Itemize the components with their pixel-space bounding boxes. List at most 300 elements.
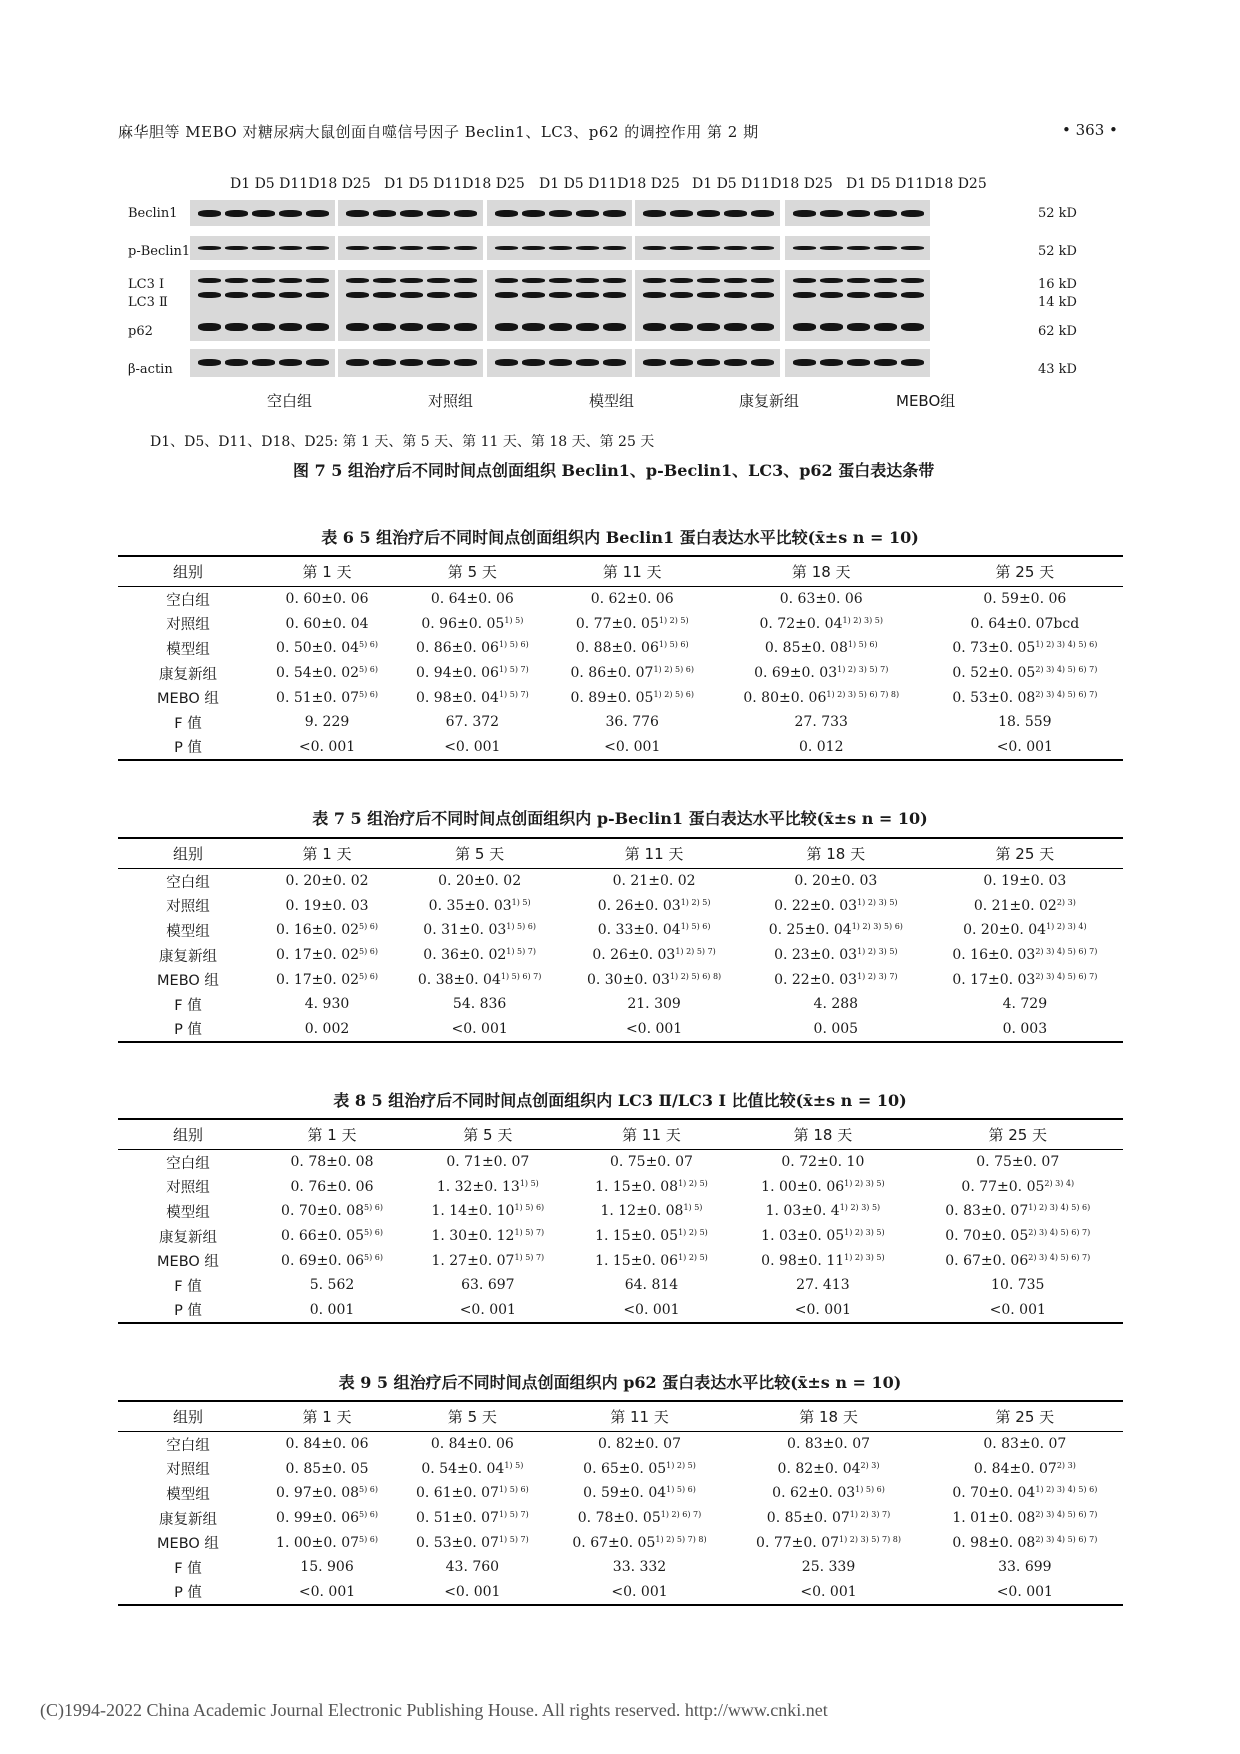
cell-value: 0. 83±0. 07 bbox=[983, 1436, 1067, 1453]
value-cell bbox=[745, 918, 927, 943]
blot-panel bbox=[785, 270, 930, 314]
cell-value: 0. 51±0. 07 bbox=[276, 689, 360, 706]
protein-band bbox=[454, 323, 477, 331]
protein-band bbox=[306, 292, 329, 298]
value-cell bbox=[396, 1506, 549, 1531]
value-cell bbox=[927, 869, 1123, 894]
group-cell bbox=[118, 992, 258, 1017]
cell-value: 0. 72±0. 10 bbox=[781, 1154, 865, 1171]
group-cell bbox=[118, 894, 258, 919]
value-cell bbox=[258, 1017, 396, 1043]
protein-band bbox=[495, 292, 518, 298]
value-cell bbox=[730, 1555, 926, 1580]
group-cell bbox=[118, 710, 258, 735]
significance-marker: 1) 5) 7) bbox=[498, 1510, 529, 1520]
significance-marker: 1) 5) 7) bbox=[498, 1534, 529, 1544]
value-cell bbox=[549, 735, 716, 761]
value-cell bbox=[570, 1298, 734, 1324]
protein-band bbox=[549, 323, 572, 331]
significance-marker: 2) 3) 4) 5) 6) 7) bbox=[1035, 947, 1098, 957]
value-cell bbox=[406, 1298, 570, 1324]
protein-band bbox=[198, 210, 221, 217]
cell-value: 0. 86±0. 06 bbox=[415, 640, 499, 657]
cell-value: 0. 72±0. 04 bbox=[759, 615, 843, 632]
value-cell bbox=[406, 1175, 570, 1200]
value-cell bbox=[913, 1199, 1123, 1224]
protein-band bbox=[495, 359, 518, 366]
value-cell bbox=[730, 1506, 926, 1531]
value-cell bbox=[927, 612, 1123, 637]
blot-panel bbox=[635, 200, 780, 226]
blot-panel bbox=[785, 313, 930, 341]
table-caption: 表 8 5 组治疗后不同时间点创面组织内 LC3 Ⅱ/LC3 Ⅰ 比值比较(x̄±s n = 10) bbox=[333, 1091, 907, 1110]
group-cell bbox=[118, 1175, 258, 1200]
table-row bbox=[118, 918, 1123, 943]
value-cell bbox=[258, 685, 396, 710]
protein-band bbox=[670, 278, 693, 283]
column-header: 组别 bbox=[118, 838, 258, 869]
copyright-footer: (C)1994-2022 China Academic Journal Electronic Publishing House. All rights reserved. http://www.cnki.net bbox=[40, 1700, 828, 1720]
value-cell bbox=[733, 1224, 912, 1249]
cell-value: P 值 bbox=[174, 1022, 202, 1039]
blot-panel bbox=[487, 270, 632, 314]
cell-value: 0. 84±0. 06 bbox=[285, 1436, 369, 1453]
column-header: 第 18 天 bbox=[745, 838, 927, 869]
cell-value: <0. 001 bbox=[800, 1583, 857, 1600]
value-cell bbox=[549, 587, 716, 612]
table-row bbox=[118, 1530, 1123, 1555]
protein-band bbox=[670, 292, 693, 298]
protein-band bbox=[549, 246, 572, 250]
cell-value: 27. 733 bbox=[794, 714, 848, 731]
cell-value: 0. 19±0. 03 bbox=[983, 873, 1067, 890]
significance-marker: 1) 2) 3) 4) 5) 6) bbox=[1035, 640, 1098, 650]
column-header: 第 1 天 bbox=[258, 556, 396, 587]
value-cell bbox=[716, 685, 927, 710]
cell-value: 0. 36±0. 02 bbox=[423, 947, 507, 964]
protein-band bbox=[400, 323, 423, 331]
cell-value: 0. 25±0. 04 bbox=[768, 922, 852, 939]
value-cell bbox=[258, 735, 396, 761]
cell-value: 0. 63±0. 06 bbox=[779, 591, 863, 608]
cell-value: 对照组 bbox=[166, 1462, 210, 1479]
protein-band bbox=[549, 278, 572, 283]
cell-value: 0. 35±0. 03 bbox=[428, 897, 512, 914]
group-cell bbox=[118, 1150, 258, 1175]
group-label: 空白组 bbox=[267, 392, 313, 410]
protein-band bbox=[847, 246, 870, 250]
protein-band bbox=[522, 210, 545, 217]
value-cell bbox=[396, 943, 563, 968]
table-row bbox=[118, 685, 1123, 710]
cell-value: 康复新组 bbox=[159, 1511, 217, 1528]
value-cell bbox=[396, 661, 549, 686]
cell-value: <0. 001 bbox=[444, 738, 501, 755]
page-number: • 363 • bbox=[1062, 121, 1118, 139]
value-cell bbox=[549, 1555, 731, 1580]
significance-marker: 1) 2) 5) bbox=[680, 897, 711, 907]
value-cell bbox=[396, 710, 549, 735]
value-cell bbox=[258, 1580, 396, 1606]
cell-value: 模型组 bbox=[166, 1204, 210, 1221]
cell-value: 对照组 bbox=[166, 1180, 210, 1197]
significance-marker: 2) 3) 4) 5) 6) 7) bbox=[1035, 665, 1098, 675]
protein-band bbox=[603, 246, 626, 250]
column-header: 组别 bbox=[118, 556, 258, 587]
value-cell bbox=[570, 1150, 734, 1175]
cell-value: <0. 001 bbox=[996, 738, 1053, 755]
value-cell bbox=[406, 1273, 570, 1298]
significance-marker: 5) 6) bbox=[359, 689, 378, 699]
significance-marker: 1) 2) 3) 5) 6) 7) 8) bbox=[826, 689, 900, 699]
group-cell bbox=[118, 1273, 258, 1298]
protein-band bbox=[670, 246, 693, 250]
protein-band bbox=[697, 278, 720, 283]
group-cell bbox=[118, 1248, 258, 1273]
protein-band bbox=[874, 210, 897, 217]
group-cell bbox=[118, 587, 258, 612]
significance-marker: 1) 2) 3) 5) 7) 8) bbox=[839, 1534, 901, 1544]
significance-marker: 2) 3) 4) 5) 6) 7) bbox=[1035, 971, 1098, 981]
blot-panel bbox=[338, 313, 483, 341]
table-row bbox=[118, 661, 1123, 686]
cell-value: 4. 930 bbox=[304, 996, 350, 1013]
significance-marker: 5) 6) bbox=[364, 1228, 383, 1238]
value-cell bbox=[396, 967, 563, 992]
group-cell bbox=[118, 661, 258, 686]
cell-value: <0. 001 bbox=[996, 1583, 1053, 1600]
protein-band bbox=[400, 210, 423, 217]
cell-value: F 值 bbox=[174, 997, 202, 1014]
cell-value: 1. 14±0. 10 bbox=[431, 1203, 515, 1220]
cell-value: 康复新组 bbox=[159, 948, 217, 965]
cell-value: 0. 77±0. 07 bbox=[756, 1534, 840, 1551]
significance-marker: 1) 5) 7) bbox=[514, 1252, 545, 1262]
protein-band bbox=[820, 292, 843, 298]
cell-value: 空白组 bbox=[166, 1437, 210, 1454]
value-cell bbox=[258, 967, 396, 992]
cell-value: 0. 38±0. 04 bbox=[417, 971, 501, 988]
protein-band bbox=[874, 292, 897, 298]
significance-marker: 1) 2) 5) 7) 8) bbox=[655, 1534, 707, 1544]
protein-band bbox=[576, 359, 599, 366]
protein-band bbox=[670, 210, 693, 217]
column-header: 第 11 天 bbox=[563, 838, 745, 869]
table-row bbox=[118, 1017, 1123, 1043]
value-cell bbox=[927, 636, 1123, 661]
significance-marker: 5) 6) bbox=[364, 1252, 383, 1262]
column-header: 组别 bbox=[118, 1401, 258, 1432]
protein-band bbox=[724, 278, 747, 283]
significance-marker: 1) 2) 5) bbox=[678, 1252, 708, 1262]
protein-band bbox=[454, 359, 477, 366]
cell-value: 1. 15±0. 05 bbox=[595, 1228, 679, 1245]
value-cell bbox=[927, 1530, 1123, 1555]
cell-value: 0. 50±0. 04 bbox=[276, 640, 360, 657]
protein-band bbox=[724, 359, 747, 366]
value-cell bbox=[733, 1199, 912, 1224]
value-cell bbox=[730, 1432, 926, 1457]
cell-value: <0. 001 bbox=[625, 1020, 683, 1037]
table-row bbox=[118, 636, 1123, 661]
molecular-weight: 52 kD bbox=[1038, 244, 1077, 259]
table-row bbox=[118, 943, 1123, 968]
cell-value: 0. 67±0. 06 bbox=[945, 1252, 1029, 1269]
table-row bbox=[118, 735, 1123, 761]
cell-value: 0. 22±0. 03 bbox=[774, 897, 858, 914]
blot-row-label: Beclin1 bbox=[128, 206, 178, 221]
cell-value: 0. 88±0. 06 bbox=[575, 640, 659, 657]
blot-panel bbox=[190, 270, 335, 314]
protein-band bbox=[198, 323, 221, 331]
protein-band bbox=[400, 246, 423, 250]
group-cell bbox=[118, 1199, 258, 1224]
cell-value: 1. 32±0. 13 bbox=[436, 1178, 520, 1195]
significance-marker: 5) 6) bbox=[359, 922, 378, 932]
protein-band bbox=[724, 210, 747, 217]
value-cell bbox=[913, 1150, 1123, 1175]
value-cell bbox=[258, 1150, 406, 1175]
significance-marker: 5) 6) bbox=[359, 947, 378, 957]
cell-value: 0. 20±0. 03 bbox=[794, 873, 878, 890]
value-cell bbox=[396, 685, 549, 710]
protein-band bbox=[874, 323, 897, 331]
protein-band bbox=[793, 210, 816, 217]
cell-value: 1. 03±0. 05 bbox=[761, 1228, 845, 1245]
value-cell bbox=[730, 1530, 926, 1555]
protein-band bbox=[603, 292, 626, 298]
cell-value: 0. 23±0. 03 bbox=[774, 947, 858, 964]
cell-value: 64. 814 bbox=[624, 1277, 679, 1294]
significance-marker: 1) 5) 6) bbox=[658, 640, 689, 650]
value-cell bbox=[913, 1224, 1123, 1249]
protein-band bbox=[198, 292, 221, 298]
cell-value: 空白组 bbox=[166, 874, 210, 891]
significance-marker: 1) 2) 3) 5) bbox=[839, 1203, 881, 1213]
significance-marker: 2) 3) 4) 5) 6) 7) bbox=[1035, 689, 1098, 699]
blot-panel bbox=[635, 349, 780, 377]
protein-band bbox=[847, 292, 870, 298]
value-cell bbox=[745, 1017, 927, 1043]
significance-marker: 1) 5) 7) bbox=[498, 665, 529, 675]
cell-value: 0. 77±0. 05 bbox=[575, 615, 659, 632]
cell-value: 0. 82±0. 04 bbox=[777, 1460, 861, 1477]
significance-marker: 2) 3) bbox=[1056, 897, 1076, 907]
protein-band bbox=[820, 246, 843, 250]
protein-band bbox=[279, 246, 302, 250]
cell-value: 0. 70±0. 05 bbox=[945, 1228, 1029, 1245]
cell-value: <0. 001 bbox=[604, 738, 661, 755]
significance-marker: 5) 6) bbox=[359, 640, 378, 650]
cell-value: MEBO 组 bbox=[157, 973, 219, 990]
protein-band bbox=[603, 278, 626, 283]
protein-band bbox=[373, 323, 396, 331]
value-cell bbox=[549, 1457, 731, 1482]
column-header: 第 25 天 bbox=[927, 1401, 1123, 1432]
value-cell bbox=[258, 1530, 396, 1555]
protein-band bbox=[306, 278, 329, 283]
value-cell bbox=[927, 661, 1123, 686]
cell-value: 0. 60±0. 06 bbox=[285, 591, 369, 608]
protein-band bbox=[225, 278, 248, 283]
significance-marker: 1) 2) 5) bbox=[678, 1228, 708, 1238]
protein-band bbox=[427, 359, 450, 366]
cell-value: 0. 71±0. 07 bbox=[446, 1154, 530, 1171]
cell-value: 0. 54±0. 02 bbox=[276, 665, 360, 682]
protein-band bbox=[874, 246, 897, 250]
significance-marker: 1) 2) 3) 4) 5) 6) bbox=[1035, 1485, 1098, 1495]
blot-panel bbox=[635, 236, 780, 260]
cell-value: <0. 001 bbox=[451, 1020, 508, 1037]
protein-band bbox=[427, 292, 450, 298]
value-cell bbox=[549, 1506, 731, 1531]
blot-panel bbox=[190, 236, 335, 260]
protein-band bbox=[901, 278, 924, 283]
significance-marker: 1) 2) 3) 5) bbox=[844, 1228, 885, 1238]
value-cell bbox=[396, 1481, 549, 1506]
group-cell bbox=[118, 1506, 258, 1531]
cell-value: 0. 98±0. 11 bbox=[761, 1252, 845, 1269]
cell-value: 0. 85±0. 07 bbox=[766, 1510, 850, 1527]
value-cell bbox=[258, 918, 396, 943]
cell-value: 1. 12±0. 08 bbox=[600, 1203, 684, 1220]
value-cell bbox=[745, 943, 927, 968]
value-cell bbox=[570, 1175, 734, 1200]
significance-marker: 1) 2) 5) 6) 8) bbox=[669, 971, 722, 981]
value-cell bbox=[549, 710, 716, 735]
protein-band bbox=[793, 359, 816, 366]
cell-value: 0. 82±0. 07 bbox=[598, 1436, 681, 1453]
cell-value: 0. 51±0. 07 bbox=[415, 1510, 499, 1527]
protein-band bbox=[522, 246, 545, 250]
cell-value: 43. 760 bbox=[445, 1559, 500, 1576]
value-cell bbox=[570, 1224, 734, 1249]
cell-value: 0. 78±0. 08 bbox=[290, 1154, 374, 1171]
value-cell bbox=[396, 612, 549, 637]
molecular-weight: 52 kD bbox=[1038, 206, 1077, 221]
cell-value: 25. 339 bbox=[801, 1559, 856, 1576]
protein-band bbox=[874, 278, 897, 283]
value-cell bbox=[396, 894, 563, 919]
protein-band bbox=[373, 292, 396, 298]
protein-band bbox=[820, 323, 843, 331]
molecular-weight: 14 kD bbox=[1038, 295, 1077, 310]
protein-band bbox=[495, 278, 518, 283]
table-row bbox=[118, 612, 1123, 637]
protein-band bbox=[847, 323, 870, 331]
significance-marker: 1) 2) 3) 4) 5) 6) bbox=[1028, 1203, 1091, 1213]
significance-marker: 1) 2) 5) 6) bbox=[653, 689, 694, 699]
value-cell bbox=[258, 1555, 396, 1580]
cell-value: 0. 17±0. 02 bbox=[276, 971, 360, 988]
lane-labels: D1 D5 D11D18 D25 bbox=[539, 176, 680, 192]
value-cell bbox=[745, 967, 927, 992]
significance-marker: 2) 3) bbox=[1056, 1460, 1076, 1470]
lane-labels: D1 D5 D11D18 D25 bbox=[846, 176, 987, 192]
protein-band bbox=[549, 210, 572, 217]
cell-value: 0. 85±0. 08 bbox=[764, 640, 848, 657]
cell-value: 康复新组 bbox=[159, 1229, 217, 1246]
group-cell bbox=[118, 1555, 258, 1580]
column-header: 第 5 天 bbox=[396, 556, 549, 587]
cell-value: 21. 309 bbox=[627, 996, 681, 1013]
cell-value: MEBO 组 bbox=[157, 691, 219, 708]
value-cell bbox=[927, 735, 1123, 761]
blot-panel bbox=[785, 200, 930, 226]
cell-value: 0. 16±0. 02 bbox=[276, 922, 360, 939]
significance-marker: 1) 2) 3) 5) bbox=[844, 1252, 885, 1262]
cell-value: P 值 bbox=[174, 1585, 202, 1602]
group-label: 模型组 bbox=[589, 392, 635, 410]
blot-panel bbox=[487, 200, 632, 226]
cell-value: 康复新组 bbox=[159, 666, 217, 683]
cell-value: F 值 bbox=[174, 1278, 202, 1295]
value-cell bbox=[927, 1017, 1123, 1043]
protein-band bbox=[346, 210, 369, 217]
value-cell bbox=[927, 894, 1123, 919]
protein-band bbox=[198, 359, 221, 366]
molecular-weight: 43 kD bbox=[1038, 362, 1077, 377]
group-cell bbox=[118, 735, 258, 761]
cell-value: 0. 62±0. 03 bbox=[772, 1485, 856, 1502]
cell-value: 0. 20±0. 02 bbox=[285, 873, 369, 890]
significance-marker: 1) 5) 6) 7) bbox=[500, 971, 542, 981]
protein-band bbox=[820, 278, 843, 283]
cell-value: 0. 61±0. 07 bbox=[415, 1485, 499, 1502]
significance-marker: 5) 6) bbox=[359, 1510, 378, 1520]
protein-band bbox=[724, 323, 747, 331]
protein-band bbox=[252, 246, 275, 250]
cell-value: 0. 002 bbox=[304, 1020, 350, 1037]
protein-band bbox=[400, 359, 423, 366]
value-cell bbox=[258, 1248, 406, 1273]
cell-value: 0. 22±0. 03 bbox=[774, 971, 858, 988]
column-header: 第 18 天 bbox=[730, 1401, 926, 1432]
cell-value: 1. 03±0. 4 bbox=[765, 1203, 840, 1220]
protein-band bbox=[549, 359, 572, 366]
blot-panel bbox=[338, 270, 483, 314]
protein-band bbox=[603, 359, 626, 366]
blot-panel bbox=[338, 236, 483, 260]
significance-marker: 1) 2) 3) 5) 7) bbox=[837, 665, 889, 675]
table-row bbox=[118, 1580, 1123, 1606]
protein-band bbox=[847, 210, 870, 217]
cell-value: F 值 bbox=[174, 715, 202, 732]
table-row bbox=[118, 1481, 1123, 1506]
significance-marker: 5) 6) bbox=[364, 1203, 383, 1213]
value-cell bbox=[927, 1555, 1123, 1580]
protein-band bbox=[643, 246, 666, 250]
group-cell bbox=[118, 1017, 258, 1043]
value-cell bbox=[258, 1457, 396, 1482]
protein-band bbox=[427, 246, 450, 250]
cell-value: 0. 85±0. 05 bbox=[285, 1460, 369, 1477]
significance-marker: 1) 2) 5) 7) bbox=[675, 947, 716, 957]
protein-band bbox=[751, 323, 774, 331]
protein-band bbox=[522, 323, 545, 331]
value-cell bbox=[396, 587, 549, 612]
protein-band bbox=[603, 323, 626, 331]
protein-band bbox=[454, 278, 477, 283]
cell-value: 0. 69±0. 06 bbox=[281, 1252, 365, 1269]
protein-band bbox=[279, 210, 302, 217]
cell-value: 0. 26±0. 03 bbox=[597, 897, 681, 914]
protein-band bbox=[874, 359, 897, 366]
protein-band bbox=[793, 278, 816, 283]
protein-band bbox=[847, 278, 870, 283]
western-blot-figure bbox=[128, 176, 1078, 416]
cell-value: 0. 84±0. 07 bbox=[973, 1460, 1057, 1477]
